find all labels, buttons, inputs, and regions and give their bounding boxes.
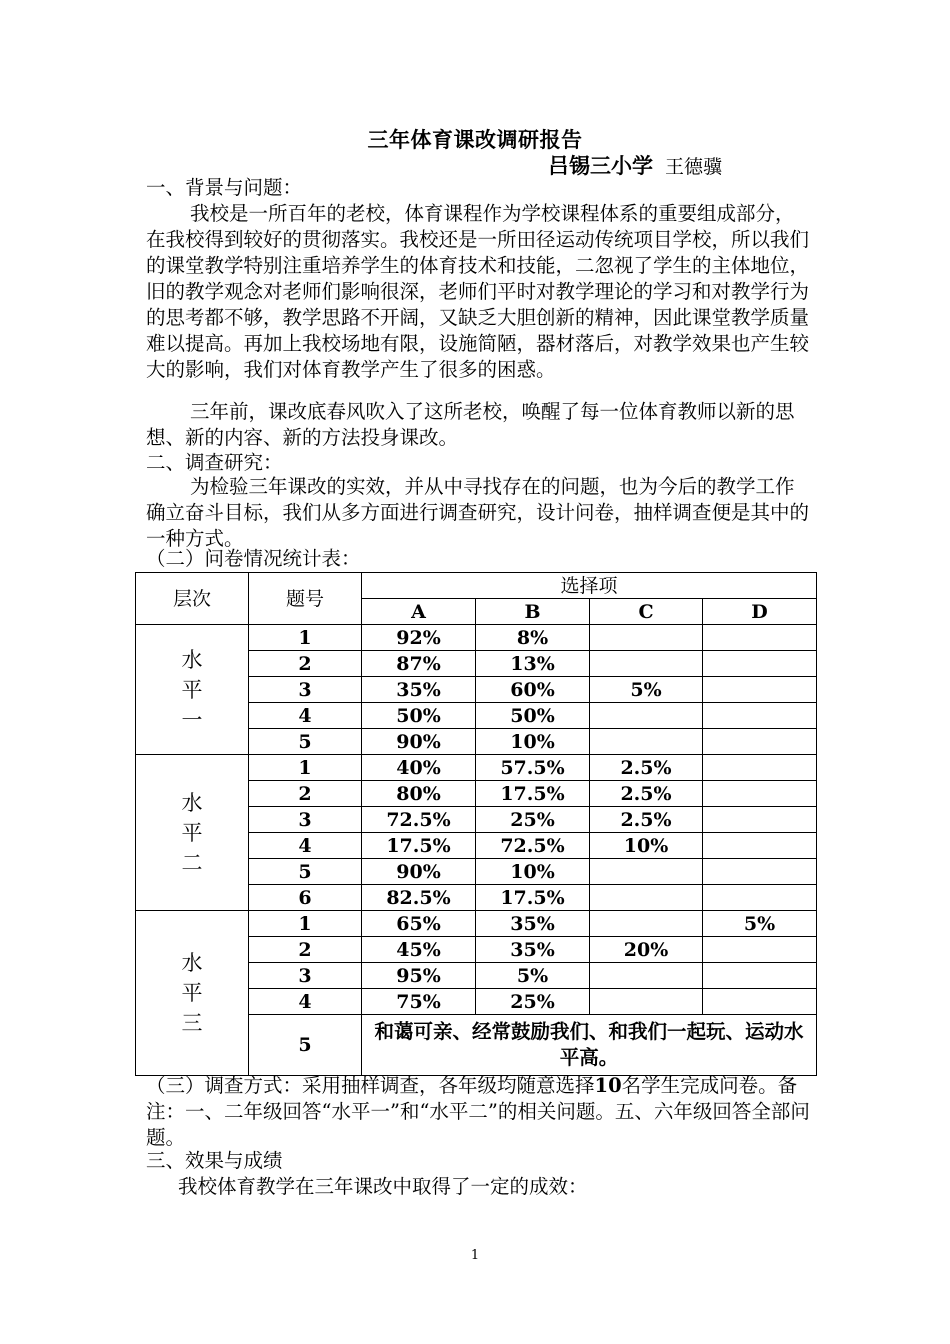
level-label [136, 755, 249, 911]
option-b-value: 17.5% [476, 885, 590, 911]
question-number: 2 [249, 937, 362, 963]
option-c-value [590, 729, 703, 755]
option-a-value: 87% [362, 651, 476, 677]
question-number: 5 [249, 1015, 362, 1076]
level-label-char: 水 [181, 647, 203, 672]
option-c-value [590, 859, 703, 885]
level-label-char: 平 [181, 981, 203, 1005]
option-c-value: 2.5% [590, 781, 703, 807]
option-b-value: 8% [476, 625, 590, 651]
option-d-value: 5% [703, 911, 817, 937]
open-answer-text: 和蔼可亲、经常鼓励我们、和我们一起玩、运动水平高。 [362, 1015, 817, 1076]
option-b-value: 25% [476, 807, 590, 833]
option-b-value: 60% [476, 677, 590, 703]
level-label-char: 平 [181, 820, 203, 845]
table-caption: （二）问卷情况统计表： [146, 547, 361, 570]
option-b-value: 50% [476, 703, 590, 729]
option-d-value [703, 989, 817, 1015]
author-school: 吕锡三小学 [548, 154, 653, 178]
level-label [136, 911, 249, 1076]
level-label-char: 三 [181, 1011, 203, 1035]
question-number: 1 [249, 911, 362, 937]
option-c-value: 2.5% [590, 807, 703, 833]
option-a-value: 80% [362, 781, 476, 807]
option-d-value [703, 963, 817, 989]
question-number: 4 [249, 989, 362, 1015]
option-d-value [703, 885, 817, 911]
author-name: 王德骥 [665, 156, 723, 178]
option-b-value: 13% [476, 651, 590, 677]
option-c-value [590, 963, 703, 989]
header-options: 选择项 [362, 573, 817, 599]
question-number: 3 [249, 807, 362, 833]
level-label-char: 平 [181, 677, 203, 702]
author-line [548, 150, 722, 180]
question-number: 2 [249, 781, 362, 807]
option-c-value [590, 703, 703, 729]
table-row [136, 755, 817, 781]
question-number: 3 [249, 963, 362, 989]
header-option-d: D [703, 599, 817, 625]
table-row [136, 911, 817, 937]
option-a-value: 72.5% [362, 807, 476, 833]
option-a-value: 17.5% [362, 833, 476, 859]
header-option-a: A [362, 599, 476, 625]
option-a-value: 92% [362, 625, 476, 651]
question-number: 4 [249, 703, 362, 729]
option-d-value [703, 937, 817, 963]
option-d-value [703, 859, 817, 885]
option-b-value: 35% [476, 911, 590, 937]
section2-heading: 二、调查研究： [146, 451, 283, 474]
section2-paragraph1: 为检验三年课改的实效，并从中寻找存在的问题，也为今后的教学工作确立奋斗目标，我们从多方面进行调查研究，设计问卷，抽样调查便是其中的一种方式。 [146, 475, 810, 550]
option-b-value: 17.5% [476, 781, 590, 807]
option-a-value: 75% [362, 989, 476, 1015]
option-a-value: 90% [362, 859, 476, 885]
section1-paragraph2: 三年前，课改底春风吹入了这所老校，唤醒了每一位体育教师以新的思想、新的内容、新的方法投身课改。 [146, 400, 795, 449]
option-d-value [703, 625, 817, 651]
option-d-value [703, 677, 817, 703]
option-b-value: 35% [476, 937, 590, 963]
option-c-value [590, 651, 703, 677]
question-number: 1 [249, 625, 362, 651]
question-number: 4 [249, 833, 362, 859]
question-number: 6 [249, 885, 362, 911]
option-b-value: 72.5% [476, 833, 590, 859]
level-label-char: 水 [181, 951, 203, 975]
section3-paragraph1: 我校体育教学在三年课改中取得了一定的成效： [178, 1175, 588, 1198]
level-label-char: 一 [181, 707, 203, 732]
option-c-value: 10% [590, 833, 703, 859]
table-body [136, 573, 817, 1076]
section1-paragraph1: 我校是一所百年的老校，体育课程作为学校课程体系的重要组成部分，在我校得到较好的贯彻落实。我校还是一所田径运动传统项目学校，所以我们的课堂教学特别注重培养学生的体育技术和技能，二忽视了学生的主体地位，旧的教学观念对老师们影响很深，老师们平时对教学理论的学习和对教学行为的思考都不够，教学思路不开阔，又缺乏大胆创新的精神，因此课堂教学质量难以提高。再加上我校场地有限，设施简陋，器材落后，对教学效果也产生较大的影响，我们对体育教学产生了很多的困惑。 [146, 202, 810, 381]
question-number: 2 [249, 651, 362, 677]
option-d-value [703, 781, 817, 807]
option-b-value: 10% [476, 859, 590, 885]
option-a-value: 45% [362, 937, 476, 963]
option-b-value: 57.5% [476, 755, 590, 781]
survey-method-label: （三）调查方式：采用抽样调查，各年级均随意选择 [146, 1074, 595, 1097]
option-b-value: 5% [476, 963, 590, 989]
question-number: 3 [249, 677, 362, 703]
section3-heading: 三、效果与成绩 [146, 1149, 283, 1172]
option-c-value [590, 911, 703, 937]
question-number: 5 [249, 729, 362, 755]
question-number: 5 [249, 859, 362, 885]
option-d-value [703, 651, 817, 677]
section1-heading: 一、背景与问题： [146, 176, 303, 199]
option-d-value [703, 703, 817, 729]
survey-method-paragraph [146, 1073, 810, 1151]
option-a-value: 90% [362, 729, 476, 755]
option-d-value [703, 729, 817, 755]
level-label-char: 二 [181, 850, 203, 875]
level-label [136, 625, 249, 755]
option-b-value: 10% [476, 729, 590, 755]
survey-method-count: 10 [594, 1074, 622, 1097]
header-option-c: C [590, 599, 703, 625]
level-label-char: 水 [181, 790, 203, 815]
option-a-value: 82.5% [362, 885, 476, 911]
option-a-value: 65% [362, 911, 476, 937]
page-number: 1 [470, 1248, 480, 1263]
option-a-value: 50% [362, 703, 476, 729]
option-a-value: 35% [362, 677, 476, 703]
table-row [136, 625, 817, 651]
survey-method-rest: 名学生完成问卷。备注：一、二年级回答“水平一”和“水平二”的相关问题。五、六年级回答全部问题。 [146, 1074, 810, 1149]
option-c-value [590, 989, 703, 1015]
option-c-value: 5% [590, 677, 703, 703]
option-c-value: 2.5% [590, 755, 703, 781]
option-c-value: 20% [590, 937, 703, 963]
option-a-value: 40% [362, 755, 476, 781]
option-d-value [703, 833, 817, 859]
header-level: 层次 [136, 573, 249, 625]
option-c-value [590, 885, 703, 911]
survey-statistics-table [135, 572, 817, 1076]
report-title: 三年体育课改调研报告 [367, 128, 583, 152]
header-question: 题号 [249, 573, 362, 625]
header-option-b: B [476, 599, 590, 625]
table-header-row [136, 573, 817, 599]
option-a-value: 95% [362, 963, 476, 989]
option-c-value [590, 625, 703, 651]
option-d-value [703, 755, 817, 781]
option-d-value [703, 807, 817, 833]
question-number: 1 [249, 755, 362, 781]
option-b-value: 25% [476, 989, 590, 1015]
